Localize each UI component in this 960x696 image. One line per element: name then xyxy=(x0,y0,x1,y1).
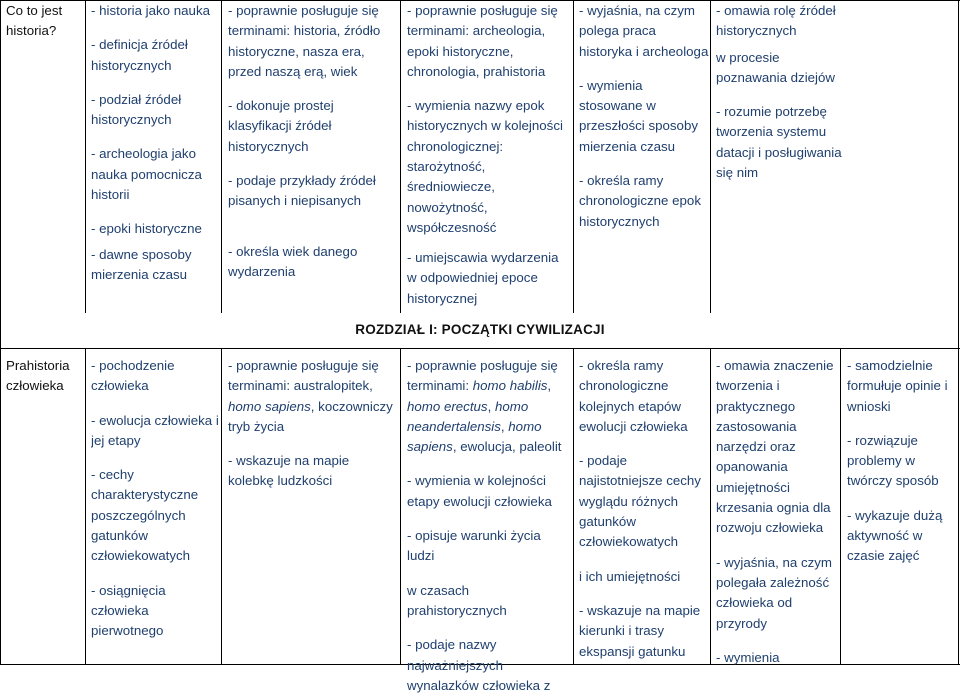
row1-grade-dostateczna-extra xyxy=(407,248,571,309)
requirement-item xyxy=(407,356,571,457)
col-divider-1b xyxy=(85,348,86,665)
content-item: - epoki historyczne xyxy=(91,221,202,237)
requirement-item: - wyjaśnia, na czym polega praca historyka i archeologa xyxy=(579,3,709,59)
term-italic: homo neandertalensis xyxy=(407,398,529,434)
requirement-item: - samodzielnie formułuje opinie i wnioski xyxy=(847,358,948,414)
row2-grade-bardzo-dobra xyxy=(716,356,838,668)
text-run: , xyxy=(500,418,509,434)
requirement-item: - omawia znaczenie tworzenia i praktycznego zastosowania narzędzi oraz opanowania umiejętności krzesania ognia dla rozwoju człowieka xyxy=(716,358,834,536)
row2-topic xyxy=(6,356,82,397)
requirement-item: - wskazuje na mapie kierunki i trasy ekspansji gatunku xyxy=(579,602,701,659)
requirement-item: - wykazuje dużą aktywność w czasie zajęć xyxy=(847,507,943,564)
chapter-heading: ROZDZIAŁ I: POCZĄTKI CYWILIZACJI xyxy=(355,322,605,337)
requirement-item: - omawia rolę źródeł historycznych xyxy=(716,3,836,39)
row1-grade-bardzo-dobra xyxy=(716,1,844,183)
content-item: - osiągnięcia człowieka pierwotnego xyxy=(91,582,166,639)
topic-title: Prahistoria człowieka xyxy=(6,358,70,394)
text-run: , xyxy=(487,398,495,414)
term-italic: homo sapiens xyxy=(407,418,542,455)
row2-grade-celujaca xyxy=(847,356,957,567)
requirement-item: - podaje przykłady źródeł pisanych i niepisanych xyxy=(228,173,376,209)
content-item: - historia jako nauka xyxy=(91,3,210,18)
content-item: - ewolucja człowieka i jej etapy xyxy=(91,412,219,448)
requirement-item: - wymienia xyxy=(716,649,780,665)
row1-content xyxy=(91,1,219,240)
requirement-item: - wyjaśnia, na czym polegała zależność człowieka od przyrody xyxy=(716,554,833,631)
col-divider-3 xyxy=(400,0,401,313)
col-divider-5b xyxy=(710,348,711,665)
content-item: - pochodzenie człowieka xyxy=(91,358,175,394)
content-item: - cechy charakterystyczne poszczególnych gatunków człowiekowatych xyxy=(91,467,199,564)
col-divider-6b xyxy=(840,348,841,665)
row-divider-1 xyxy=(0,348,960,349)
requirement-item: - umiejscawia wydarzenia w odpowiedniej epoce historycznej xyxy=(407,250,559,306)
requirement-item: - określa wiek danego wydarzenia xyxy=(228,244,358,280)
content-item: - dawne sposoby mierzenia czasu xyxy=(91,247,192,283)
row1-grade-dobra xyxy=(579,1,709,232)
content-item: - podział źródeł historycznych xyxy=(91,91,182,128)
requirement-item: - określa ramy chronologiczne epok historycznych xyxy=(579,173,701,229)
content-item: - archeologia jako nauka pomocnicza historii xyxy=(91,146,202,203)
row1-topic xyxy=(6,1,82,42)
row1-grade-dopuszczajaca xyxy=(228,1,396,212)
content-item: - definicja źródeł historycznych xyxy=(91,37,188,73)
row1-grade-dostateczna xyxy=(407,1,571,238)
text-run: , ewolucja, paleolit xyxy=(452,439,562,455)
requirement-item: w procesie poznawania dziejów xyxy=(716,49,836,85)
row2-grade-dobra xyxy=(579,356,709,662)
col-divider-4 xyxy=(573,0,574,313)
col-divider-1 xyxy=(85,0,86,313)
requirement-item: - poprawnie posługuje się terminami: historia, źródło historyczne, nasza era, przed naszą erą, wiek xyxy=(228,3,381,79)
text-run: , koczowniczy tryb życia xyxy=(228,398,393,434)
requirement-item: - rozwiązuje problemy w twórczy sposób xyxy=(847,432,939,489)
requirement-item: - wymienia stosowane w przeszłości sposoby mierzenia czasu xyxy=(579,77,698,154)
requirement-item: - wskazuje na mapie kolebkę ludzkości xyxy=(228,453,350,489)
requirement-item: w czasach prahistorycznych xyxy=(407,582,507,618)
term-italic: homo habilis xyxy=(472,378,548,394)
row2-grade-dopuszczajaca xyxy=(228,356,396,492)
col-divider-3b xyxy=(400,348,401,665)
requirement-item: - opisuje warunki życia ludzi xyxy=(407,528,541,564)
text-run: , xyxy=(547,378,552,394)
requirement-item xyxy=(228,356,396,437)
requirement-item: - rozumie potrzebę tworzenia systemu datacji i posługiwania się nim xyxy=(716,104,842,181)
requirement-item: - wymienia w kolejności etapy ewolucji człowieka xyxy=(407,473,552,509)
text-run: - poprawnie posługuje się terminami: australopitek, xyxy=(228,358,379,394)
row1-grade-dopuszczajaca-extra xyxy=(228,242,396,283)
col-divider-2b xyxy=(221,348,222,665)
requirement-item: i ich umiejętności xyxy=(579,568,681,584)
text-run: - poprawnie posługuje się terminami: xyxy=(407,358,558,394)
row2-content xyxy=(91,356,219,642)
col-divider-4b xyxy=(573,348,574,665)
requirement-item: - dokonuje prostej klasyfikacji źródeł historycznych xyxy=(228,98,334,154)
term-italic: homo erectus xyxy=(407,398,488,414)
requirement-item: - podaje nazwy najważniejszych wynalazków człowieka z xyxy=(407,637,551,693)
requirement-item: - wymienia nazwy epok historycznych w kolejności chronologicznej: starożytność, średniowiecze, nowożytność, współczesność xyxy=(407,98,563,235)
term-italic: homo sapiens xyxy=(228,398,311,414)
col-divider-5 xyxy=(710,0,711,313)
col-divider-2 xyxy=(221,0,222,313)
requirement-item: - poprawnie posługuje się terminami: archeologia, epoki historyczne, chronologia, prahistoria xyxy=(407,3,558,79)
requirement-item: - określa ramy chronologiczne kolejnych etapów ewolucji człowieka xyxy=(579,358,688,434)
requirement-item: - podaje najistotniejsze cechy wyglądu różnych gatunków człowiekowatych xyxy=(579,453,701,550)
row1-content-extra xyxy=(91,245,219,286)
row2-grade-dostateczna xyxy=(407,356,571,696)
topic-title: Co to jest historia? xyxy=(6,3,63,39)
